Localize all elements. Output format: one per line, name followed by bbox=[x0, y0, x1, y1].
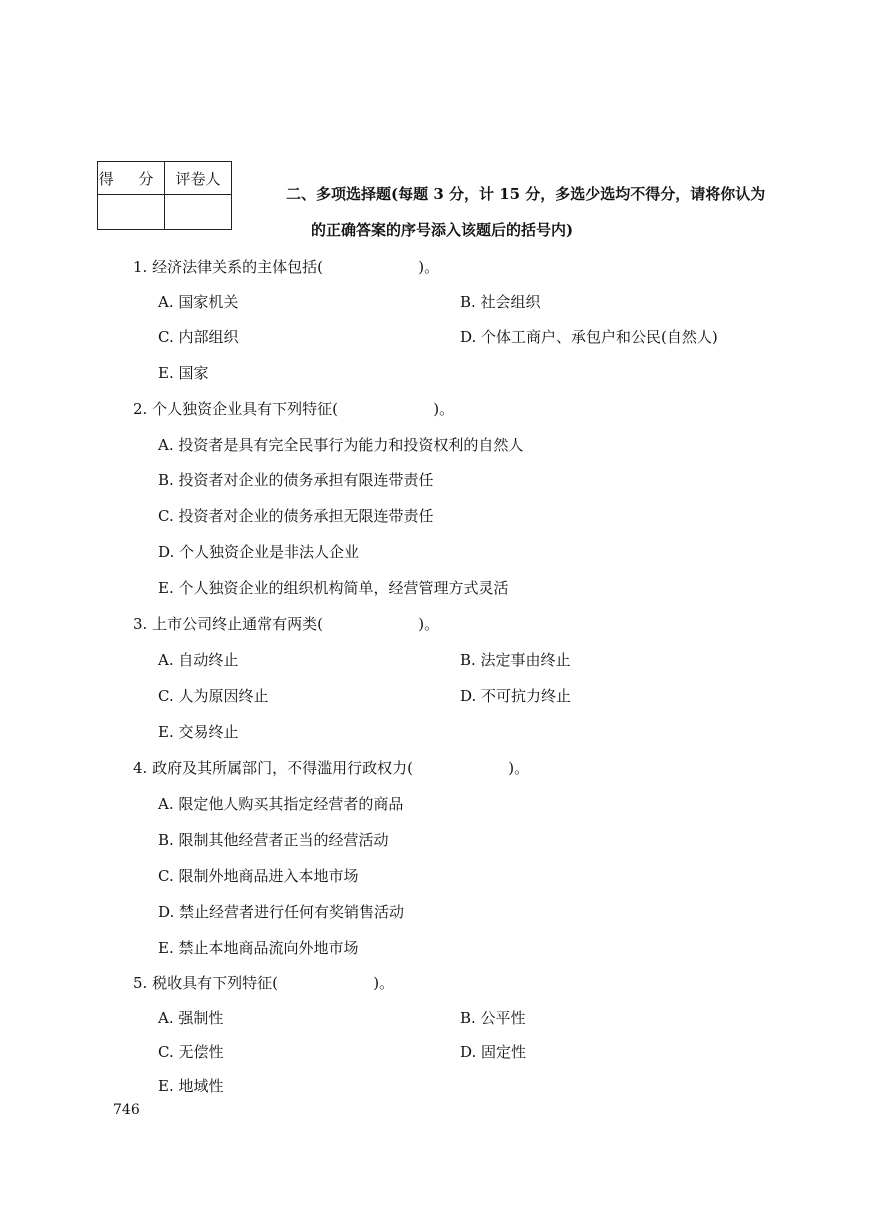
option: D. 不可抗力终止 bbox=[460, 687, 572, 705]
question-stem: 3. 上市公司终止通常有两类( )。 bbox=[133, 615, 440, 633]
option: C. 内部组织 bbox=[158, 328, 239, 346]
section-title-continued: 的正确答案的序号添入该题后的括号内) bbox=[311, 221, 574, 239]
section-title: 二、多项选择题(每题 3 分，计 15 分，多选少选均不得分，请将你认为 bbox=[286, 185, 766, 203]
question-stem: 4. 政府及其所属部门，不得滥用行政权力( )。 bbox=[133, 759, 530, 777]
option: A. 自动终止 bbox=[158, 651, 239, 669]
option: E. 交易终止 bbox=[158, 723, 239, 741]
option: D. 禁止经营者进行任何有奖销售活动 bbox=[158, 903, 405, 921]
score-label-cell: 得 分 bbox=[98, 162, 165, 195]
option: D. 个体工商户、承包户和公民(自然人) bbox=[460, 328, 718, 346]
grader-label-cell: 评卷人 bbox=[165, 162, 232, 195]
option: E. 国家 bbox=[158, 364, 209, 382]
option: A. 投资者是具有完全民事行为能力和投资权利的自然人 bbox=[158, 436, 524, 454]
option: D. 固定性 bbox=[460, 1043, 527, 1061]
option: E. 地域性 bbox=[158, 1077, 224, 1095]
question-stem: 5. 税收具有下列特征( )。 bbox=[133, 974, 395, 992]
option: A. 国家机关 bbox=[158, 293, 239, 311]
question-stem: 2. 个人独资企业具有下列特征( )。 bbox=[133, 400, 455, 418]
option: C. 人为原因终止 bbox=[158, 687, 269, 705]
grader-input-cell bbox=[165, 195, 232, 230]
option: B. 法定事由终止 bbox=[460, 651, 571, 669]
option: B. 限制其他经营者正当的经营活动 bbox=[158, 831, 389, 849]
question-stem: 1. 经济法律关系的主体包括( )。 bbox=[133, 258, 440, 276]
option: E. 个人独资企业的组织机构简单，经营管理方式灵活 bbox=[158, 579, 509, 597]
option: B. 公平性 bbox=[460, 1009, 526, 1027]
option: E. 禁止本地商品流向外地市场 bbox=[158, 939, 359, 957]
score-input-cell bbox=[98, 195, 165, 230]
option: C. 限制外地商品进入本地市场 bbox=[158, 867, 359, 885]
option: B. 投资者对企业的债务承担有限连带责任 bbox=[158, 471, 434, 489]
option: C. 投资者对企业的债务承担无限连带责任 bbox=[158, 507, 434, 525]
page-number: 746 bbox=[113, 1102, 140, 1118]
option: A. 强制性 bbox=[158, 1009, 224, 1027]
score-table bbox=[97, 161, 232, 230]
option: B. 社会组织 bbox=[460, 293, 541, 311]
option: D. 个人独资企业是非法人企业 bbox=[158, 543, 360, 561]
option: A. 限定他人购买其指定经营者的商品 bbox=[158, 795, 404, 813]
option: C. 无偿性 bbox=[158, 1043, 224, 1061]
